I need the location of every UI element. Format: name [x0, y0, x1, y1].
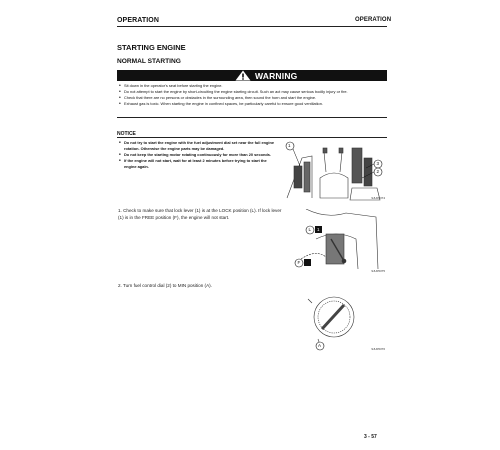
figure-cab-controls [282, 138, 387, 202]
callout-3: 3 [376, 161, 380, 166]
notice-label: NOTICE [117, 131, 136, 137]
figure-lock-lever [286, 209, 387, 275]
callout-1: 1 [288, 143, 291, 148]
warning-banner [117, 70, 387, 81]
warning-item: • Sit down in the operator's seat before starting the engine. [119, 83, 387, 89]
notice-item: • Do not keep the starting motor rotating continuously for more than 20 seconds. [119, 152, 277, 158]
figure-code: 9JU05376 [371, 347, 385, 351]
fuel-dial-illustration [290, 283, 387, 353]
header-right: OPERATION [355, 17, 392, 23]
warning-label: WARNING [255, 71, 298, 81]
warning-bottom-rule [117, 117, 387, 118]
lock-lever-illustration [286, 209, 387, 275]
header-left: OPERATION [117, 17, 159, 24]
callout-A: A [318, 343, 322, 348]
warning-triangle-icon [235, 70, 251, 81]
warning-list [119, 83, 387, 107]
callout-L: L [308, 227, 312, 232]
figure-code: 9JU05374 [371, 196, 385, 200]
step-2: 2. Turn fuel control dial (2) to MIN position (A). [118, 283, 212, 288]
notice-item-text: If the engine will not start, wait for at least 2 minutes before trying to start the engine again. [124, 158, 267, 169]
warning-item: • Check that there are no persons or obstacles in the surrounding area, then sound the horn and start the engine. [119, 95, 387, 101]
section-title: STARTING ENGINE [117, 43, 186, 52]
figure-code: 9JU05375 [371, 269, 385, 273]
notice-item: • Do not try to start the engine with the fuel adjustment dial set near the full engine rotation. Otherwise the engine parts may be damaged. [119, 140, 277, 152]
cab-controls-illustration [282, 138, 387, 202]
header-rule [117, 26, 387, 27]
notice-list [119, 140, 277, 170]
callout-2: 2 [376, 169, 380, 174]
notice-item-plain [119, 158, 277, 170]
callout-F: F [297, 260, 301, 265]
step-1: 1. Check to make sure that lock lever (1) is at the LOCK position (L). If lock lever (1) is in the FREE position (F), the engine will not start. [118, 208, 282, 220]
subsection-title: NORMAL STARTING [117, 58, 181, 65]
page-number: 3 - 57 [364, 434, 377, 440]
warning-item: • Do not attempt to start the engine by short-circuiting the engine starting circuit. Such an act may cause serious bodily injury or fire. [119, 89, 387, 95]
callout-1: 1 [317, 227, 320, 232]
figure-fuel-dial [290, 283, 387, 353]
warning-item: • Exhaust gas is toxic. When starting the engine in confined spaces, be particularly careful to ensure good ventilation. [119, 101, 387, 107]
